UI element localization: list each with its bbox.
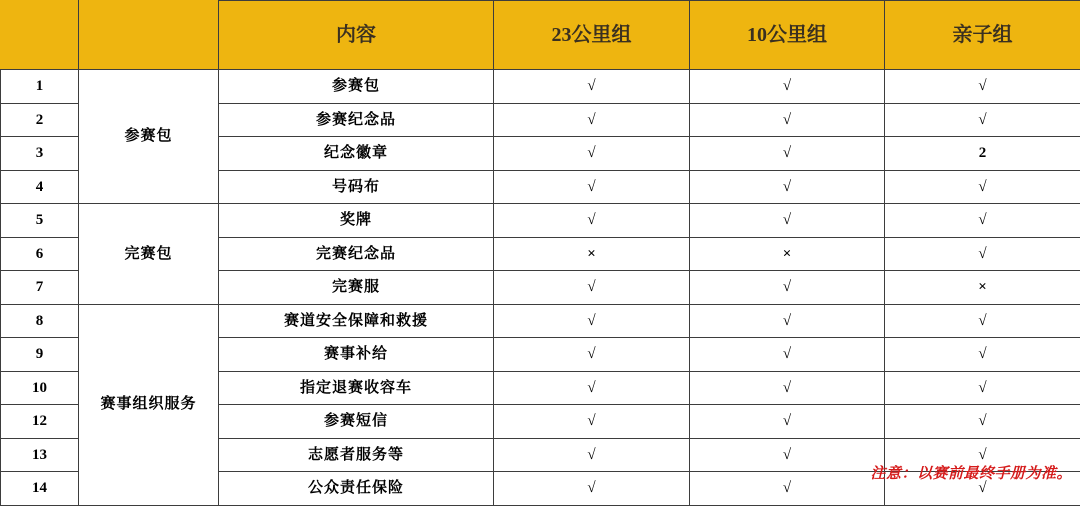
table-row [1,204,1080,238]
row-index: 13 [1,438,79,472]
row-index: 6 [1,237,79,271]
cell-family: √ [885,371,1080,405]
category-cell-race-pack: 参赛包 [79,70,219,204]
cell-family: √ [885,438,1080,472]
row-item: 完赛纪念品 [219,237,494,271]
cell-family: √ [885,204,1080,238]
row-index: 1 [1,70,79,104]
cell-family: √ [885,405,1080,439]
cell-10km: √ [690,271,885,305]
cell-23km: √ [494,103,690,137]
row-index: 9 [1,338,79,372]
header-category [79,1,219,70]
header-group-family: 亲子组 [885,1,1080,70]
table-header-row [1,1,1080,70]
cell-10km: √ [690,304,885,338]
row-item: 志愿者服务等 [219,438,494,472]
footer-note: 注意：以赛前最终手册为准。 [870,462,1072,483]
header-group-23km: 23公里组 [494,1,690,70]
cell-10km: √ [690,472,885,506]
row-index: 7 [1,271,79,305]
row-index: 4 [1,170,79,204]
header-content: 内容 [219,1,494,70]
cell-23km: √ [494,438,690,472]
cell-23km: √ [494,204,690,238]
cell-23km: √ [494,472,690,506]
cell-23km: √ [494,371,690,405]
cell-family: √ [885,338,1080,372]
cell-family: √ [885,70,1080,104]
row-item: 赛道安全保障和救援 [219,304,494,338]
row-item: 参赛纪念品 [219,103,494,137]
cell-23km: √ [494,271,690,305]
row-index: 8 [1,304,79,338]
cell-family: √ [885,237,1080,271]
row-index: 14 [1,472,79,506]
cell-23km: √ [494,170,690,204]
cell-10km: √ [690,338,885,372]
cell-family: √ [885,170,1080,204]
row-item: 公众责任保险 [219,472,494,506]
cell-family: √ [885,304,1080,338]
cell-family: 2 [885,137,1080,171]
row-index: 12 [1,405,79,439]
cell-family: √ [885,472,1080,506]
cell-family: × [885,271,1080,305]
cell-23km: √ [494,137,690,171]
row-index: 10 [1,371,79,405]
row-index: 5 [1,204,79,238]
row-index: 2 [1,103,79,137]
cell-23km: √ [494,405,690,439]
table-row [1,304,1080,338]
header-group-10km: 10公里组 [690,1,885,70]
row-item: 指定退赛收容车 [219,371,494,405]
row-item: 号码布 [219,170,494,204]
row-item: 纪念徽章 [219,137,494,171]
category-cell-finisher-pack: 完赛包 [79,204,219,305]
cell-10km: √ [690,137,885,171]
category-cell-event-services: 赛事组织服务 [79,304,219,505]
row-item: 完赛服 [219,271,494,305]
row-item: 参赛包 [219,70,494,104]
row-item: 赛事补给 [219,338,494,372]
cell-10km: √ [690,405,885,439]
cell-family: √ [885,103,1080,137]
cell-10km: √ [690,170,885,204]
cell-10km: × [690,237,885,271]
cell-23km: √ [494,70,690,104]
cell-10km: √ [690,438,885,472]
row-item: 参赛短信 [219,405,494,439]
cell-23km: √ [494,338,690,372]
cell-23km: √ [494,304,690,338]
cell-10km: √ [690,204,885,238]
header-index [1,1,79,70]
row-index: 3 [1,137,79,171]
cell-10km: √ [690,371,885,405]
cell-10km: √ [690,70,885,104]
row-item: 奖牌 [219,204,494,238]
cell-10km: √ [690,103,885,137]
cell-23km: × [494,237,690,271]
table-row [1,70,1080,104]
